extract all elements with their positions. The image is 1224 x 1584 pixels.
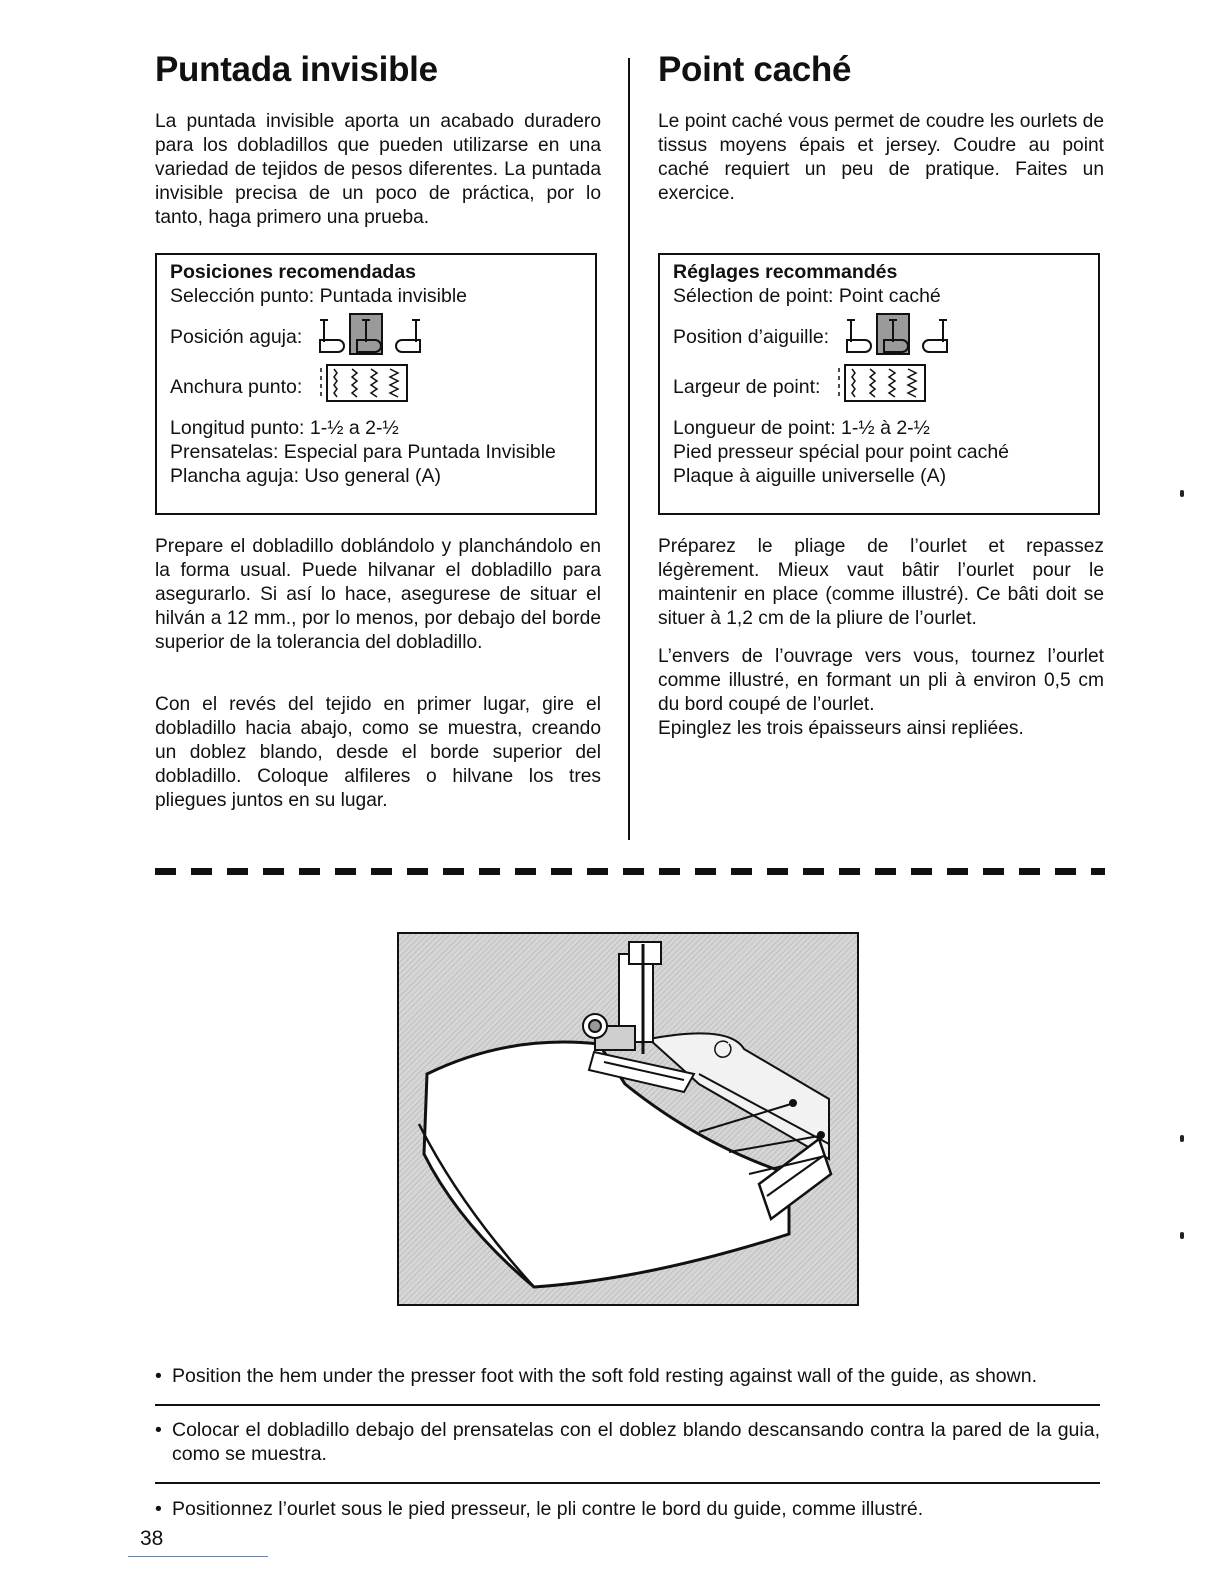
needle-position-icon <box>316 312 428 362</box>
french-settings-box <box>658 253 1100 515</box>
spanish-heading: Puntada invisible <box>155 50 438 89</box>
needle-plate: Plancha aguja: Uso general (A) <box>170 465 441 487</box>
french-paragraph-2: L’envers de l’ouvrage vers vous, tournez l’ourlet comme illustré, en formant un pli à environ 0,5 cm du bord coupé de l’ourlet. <box>658 646 1104 715</box>
scan-speck <box>1180 490 1184 497</box>
bullet-icon: • <box>155 1365 162 1387</box>
needle-position-row <box>673 312 1098 362</box>
french-heading: Point caché <box>658 50 852 89</box>
stitch-selection: Sélection de point: Point caché <box>673 285 941 307</box>
scan-speck <box>1180 1232 1184 1239</box>
stitch-width-label: Anchura punto: <box>170 376 303 398</box>
presser-foot: Prensatelas: Especial para Puntada Invisible <box>170 441 556 463</box>
needle-position-icon <box>843 312 955 362</box>
caption-spanish <box>155 1418 1100 1466</box>
bullet-icon: • <box>155 1498 162 1520</box>
caption-english <box>155 1364 1100 1388</box>
presser-foot-hem-illustration <box>397 932 859 1306</box>
spanish-paragraph-1: Prepare el dobladillo doblándolo y planchándolo en la forma usual. Puede hilvanar el dobladillo para asegurarlo. Si así lo hace, asegurese de situar el hilván a 12 mm., por lo menos, por debajo del borde superior de la tolerancia del dobladillo. <box>155 536 601 653</box>
stitch-length: Longueur de point: 1-½ à 2-½ <box>673 417 930 439</box>
french-intro: Le point caché vous permet de coudre les ourlets de tissus moyens épais et jersey. Coudre au point caché requiert un peu de pratique. Faites un exercice. <box>658 111 1104 204</box>
scan-speck <box>1180 1135 1184 1142</box>
french-paragraph-1: Préparez le pliage de l’ourlet et repassez légèrement. Mieux vaut bâtir l’ourlet pour le maintenir en place (comme illustré). Ce bâti doit se situer à 1,2 cm de la pliure de l’ourlet. <box>658 536 1104 629</box>
needle-plate: Plaque à aiguille universelle (A) <box>673 465 947 487</box>
caption-spanish-text: Colocar el dobladillo debajo del prensatelas con el doblez blando descansando contra la pared de la guia, como se muestra. <box>172 1419 1100 1465</box>
needle-position-label: Position d’aiguille: <box>673 326 830 348</box>
needle-position-row <box>170 312 595 362</box>
page-underline <box>128 1556 268 1557</box>
spanish-intro: La puntada invisible aporta un acabado duradero para los dobladillos que pueden utilizarse en una variedad de tejidos de pesos diferentes. La puntada invisible precisa de un poco de práctica, por lo tanto, haga primero una prueba. <box>155 111 601 228</box>
spanish-settings-box <box>155 253 597 515</box>
settings-title: Posiciones recomendadas <box>170 261 417 283</box>
stitch-length: Longitud punto: 1-½ a 2-½ <box>170 417 399 439</box>
bullet-icon: • <box>155 1419 162 1441</box>
caption-english-text: Position the hem under the presser foot with the soft fold resting against wall of the guide, as shown. <box>172 1365 1037 1387</box>
stitch-width-row <box>673 362 1098 412</box>
settings-title: Réglages recommandés <box>673 261 898 283</box>
stitch-width-row <box>170 362 595 412</box>
caption-french <box>155 1497 1100 1521</box>
page-number: 38 <box>140 1527 164 1550</box>
column-divider <box>628 58 630 840</box>
stitch-selection: Selección punto: Puntada invisible <box>170 285 468 307</box>
stitch-width-icon <box>318 364 410 410</box>
french-paragraph-3: Epinglez les trois épaisseurs ainsi repliées. <box>658 718 1024 739</box>
presser-foot: Pied presseur spécial pour point caché <box>673 441 1010 463</box>
stitch-width-icon <box>836 364 928 410</box>
section-divider <box>155 868 1105 875</box>
caption-divider <box>155 1482 1100 1484</box>
caption-divider <box>155 1404 1100 1406</box>
caption-french-text: Positionnez l’ourlet sous le pied presseur, le pli contre le bord du guide, comme illustré. <box>172 1498 924 1520</box>
needle-position-label: Posición aguja: <box>170 326 303 348</box>
spanish-paragraph-2: Con el revés del tejido en primer lugar, gire el dobladillo hacia abajo, como se muestra, creando un doblez blando, desde el borde superior del dobladillo. Coloque alfileres o hilvane los tres pliegues juntos en su lugar. <box>155 694 601 811</box>
stitch-width-label: Largeur de point: <box>673 376 821 398</box>
